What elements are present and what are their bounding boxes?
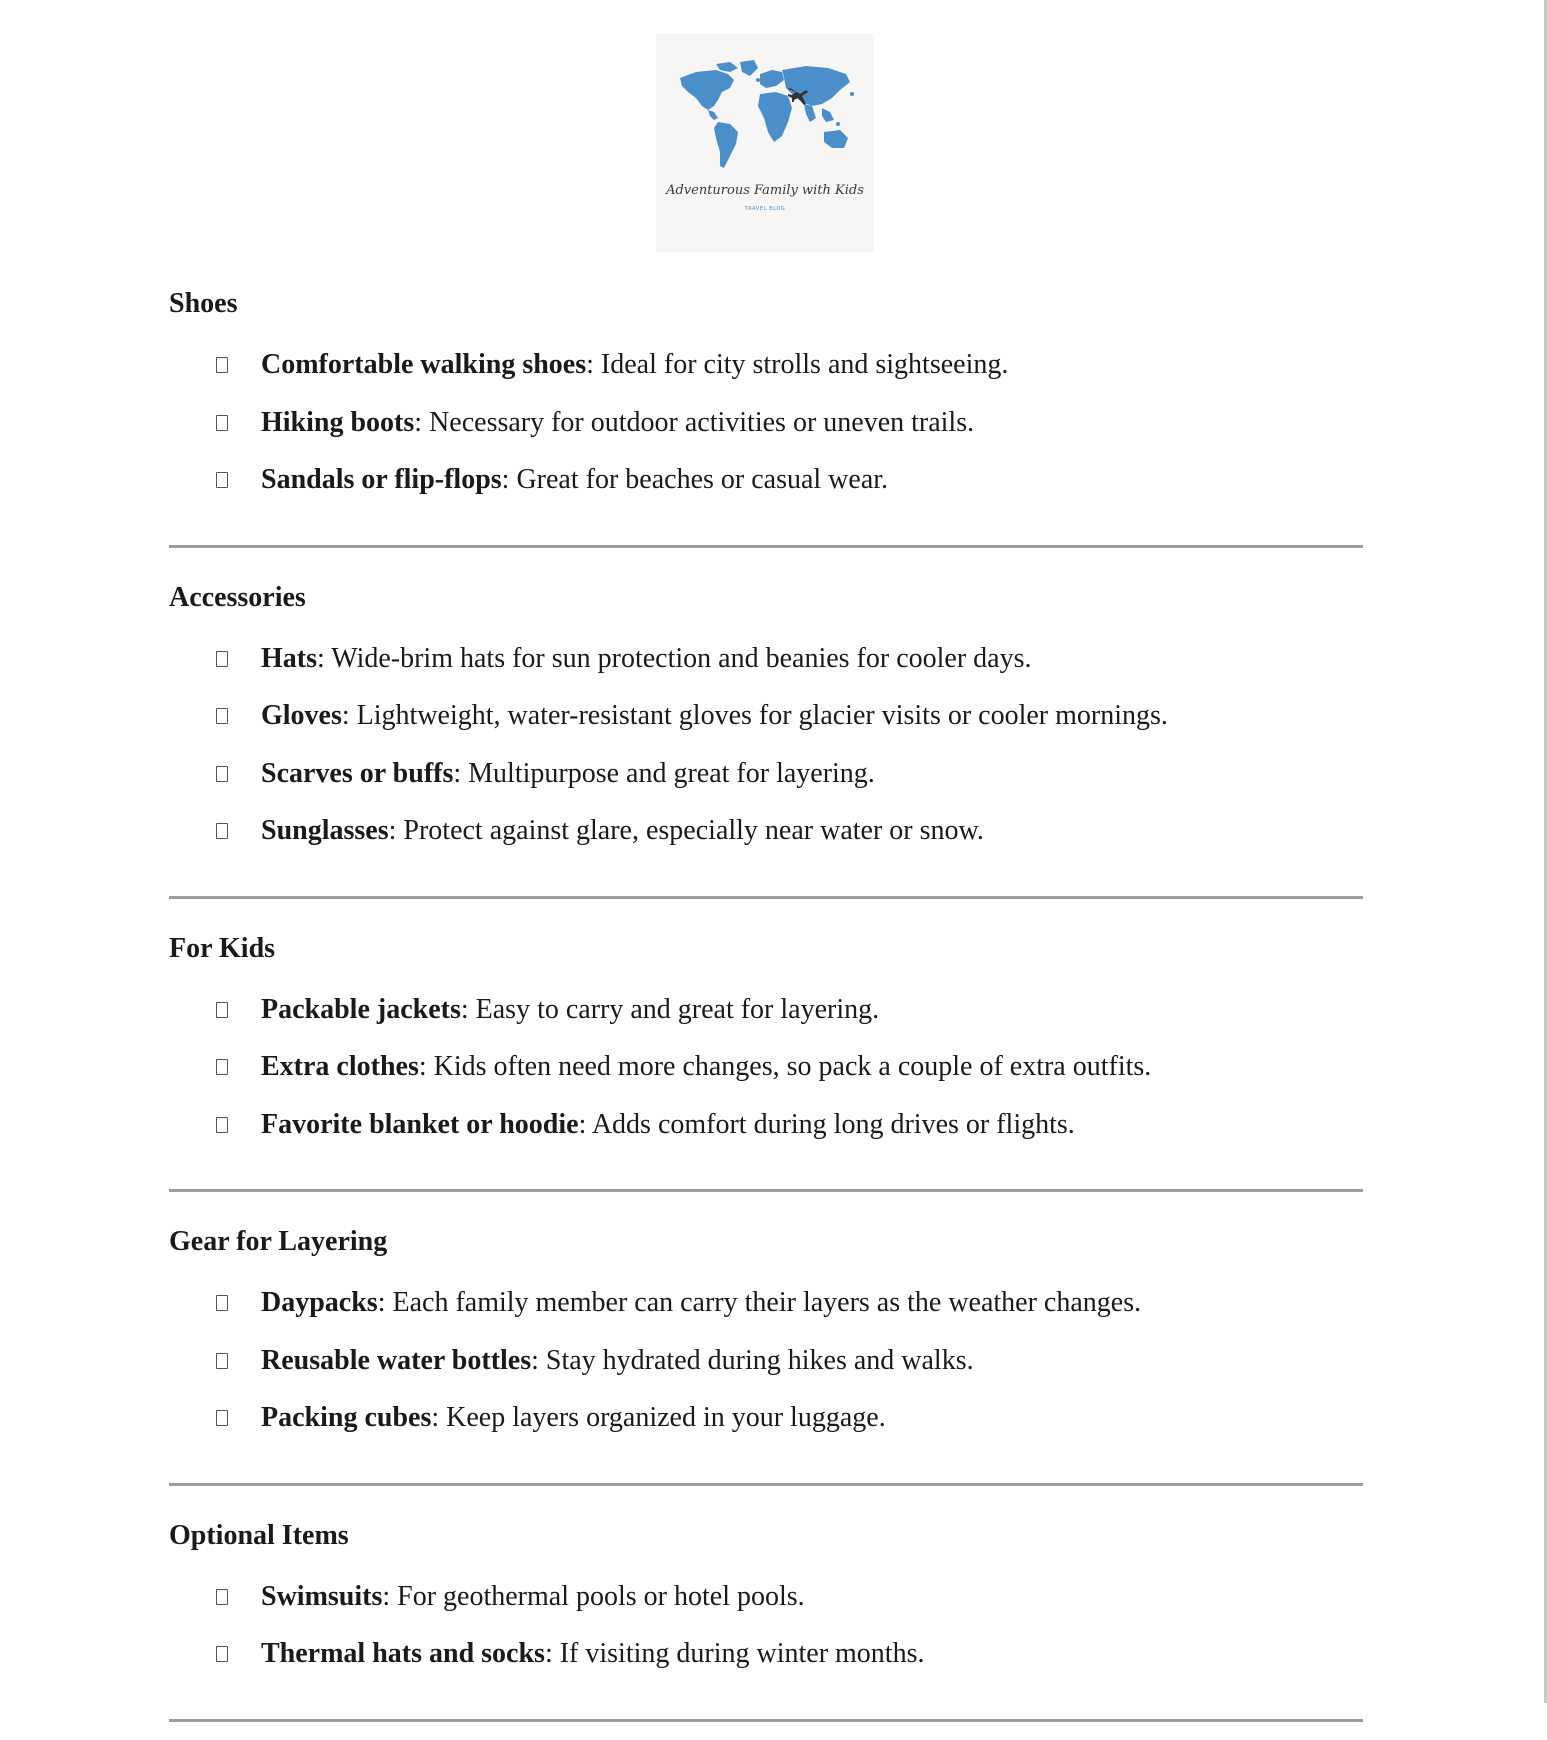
item-description: : Wide-brim hats for sun protection and beanies for cooler days.: [317, 642, 1032, 674]
checklist-item: [169, 451, 1363, 509]
section-title: Optional Items: [169, 1519, 349, 1551]
section-title: Shoes: [169, 288, 238, 319]
checkbox-icon[interactable]: [216, 1589, 228, 1605]
checkbox-icon[interactable]: [216, 1646, 228, 1662]
item-description: : Protect against glare, especially near water or snow.: [388, 815, 984, 846]
section: [169, 1210, 1363, 1504]
logo-script-text: Adventurous Family with Kids: [666, 183, 864, 198]
item-description: : Lightweight, water-resistant gloves for glacier visits or cooler mornings.: [341, 700, 1168, 731]
checklist-item: [169, 1389, 1363, 1447]
item-label: Packing cubes: [261, 1402, 432, 1433]
checklist: [169, 630, 1363, 860]
section-title: Accessories: [169, 581, 306, 613]
item-description: : Great for beaches or casual wear.: [501, 464, 889, 495]
item-description: : Multipurpose and great for layering.: [453, 757, 875, 789]
checklist-item: [169, 981, 1363, 1039]
checklist-item: [169, 1332, 1363, 1390]
checklist: [169, 1274, 1363, 1447]
item-description: : Keep layers organized in your luggage.: [431, 1402, 886, 1433]
item-description: : Ideal for city strolls and sightseeing.: [586, 349, 1009, 380]
checklist-item: [169, 1038, 1363, 1096]
checklist-item: [169, 1096, 1363, 1154]
item-label: Sandals or flip-flops: [261, 464, 502, 495]
item-label: Hiking boots: [261, 406, 415, 438]
section-title: For Kids: [169, 932, 276, 964]
checklist-item: [169, 1568, 1363, 1626]
checkbox-icon[interactable]: [216, 1353, 228, 1369]
checkbox-icon[interactable]: [216, 1002, 228, 1018]
checklist-item: [169, 802, 1363, 860]
item-description: : Necessary for outdoor activities or uneven trails.: [414, 406, 975, 438]
checklist-item: [169, 745, 1363, 803]
item-label: Extra clothes: [261, 1051, 419, 1082]
section: [169, 917, 1363, 1211]
checkbox-icon[interactable]: [216, 357, 228, 373]
item-description: : Kids often need more changes, so pack a couple of extra outfits.: [418, 1051, 1152, 1082]
checkbox-icon[interactable]: [216, 1117, 228, 1133]
checklist-item: [169, 687, 1363, 745]
item-label: Packable jackets: [261, 993, 461, 1025]
checklist: [169, 981, 1363, 1154]
checkbox-icon[interactable]: [216, 1295, 228, 1311]
checkbox-icon[interactable]: [216, 415, 228, 431]
item-description: : If visiting during winter months.: [544, 1638, 925, 1669]
checkbox-icon[interactable]: [216, 1410, 228, 1426]
section-title: Gear for Layering: [169, 1226, 388, 1257]
checkbox-icon[interactable]: [216, 708, 228, 724]
item-description: : Stay hydrated during hikes and walks.: [531, 1344, 974, 1376]
item-description: : Easy to carry and great for layering.: [460, 993, 880, 1025]
checkbox-icon[interactable]: [216, 823, 228, 839]
item-label: Hats: [261, 642, 317, 674]
item-label: Daypacks: [261, 1287, 378, 1318]
checklist-item: [169, 630, 1363, 688]
item-label: Gloves: [261, 700, 342, 731]
checkbox-icon[interactable]: [216, 651, 228, 667]
item-label: Swimsuits: [261, 1580, 383, 1612]
blog-logo: [656, 34, 874, 252]
logo-sub-text: TRAVEL BLOG: [744, 206, 786, 212]
checklist-item: [169, 394, 1363, 452]
checkbox-icon[interactable]: [216, 472, 228, 488]
section: [169, 272, 1363, 566]
item-label: Thermal hats and socks: [261, 1638, 545, 1669]
item-description: : Each family member can carry their layers as the weather changes.: [377, 1287, 1142, 1318]
world-map-logo-icon: [656, 34, 874, 252]
checklist: [169, 336, 1363, 509]
item-label: Reusable water bottles: [261, 1344, 532, 1376]
item-label: Comfortable walking shoes: [261, 349, 587, 380]
checkbox-icon[interactable]: [216, 1059, 228, 1075]
packing-list: [169, 272, 1363, 1740]
checkbox-icon[interactable]: [216, 766, 228, 782]
checklist-item: [169, 1274, 1363, 1332]
checklist: [169, 1568, 1363, 1683]
section: [169, 1504, 1363, 1740]
item-label: Favorite blanket or hoodie: [261, 1108, 579, 1140]
item-description: : Adds comfort during long drives or flights.: [578, 1108, 1075, 1140]
item-label: Scarves or buffs: [261, 757, 454, 789]
checklist-item: [169, 1625, 1363, 1683]
section: [169, 566, 1363, 917]
checklist-item: [169, 336, 1363, 394]
item-label: Sunglasses: [261, 815, 389, 846]
item-description: : For geothermal pools or hotel pools.: [382, 1580, 805, 1612]
